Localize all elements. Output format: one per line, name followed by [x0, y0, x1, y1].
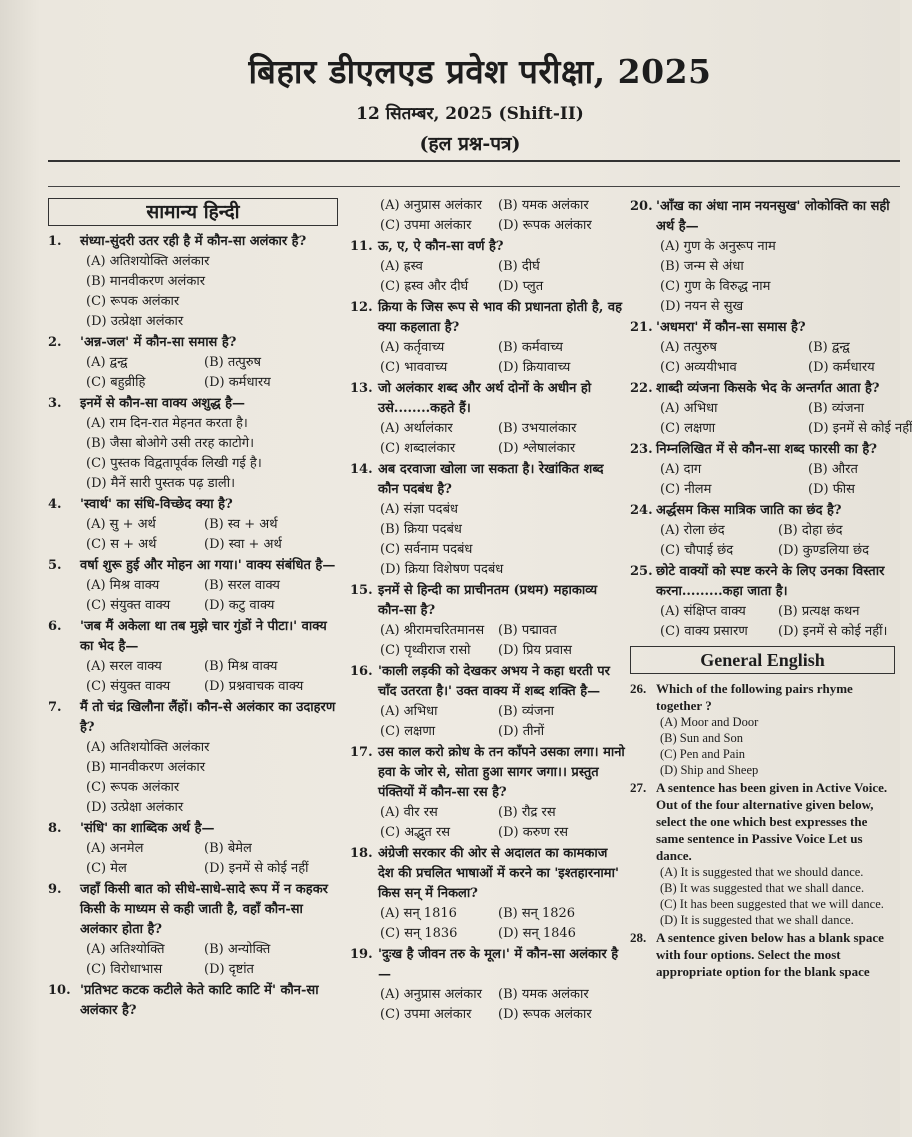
- question: [630, 680, 895, 714]
- question-number: 28.: [630, 930, 647, 945]
- option: (B) द्वन्द्व: [808, 340, 850, 355]
- question: [48, 698, 338, 738]
- question-block: [48, 495, 338, 555]
- question-text: 'काली लड़की को देखकर अभय ने कहा धरती पर चाँद उतरता है।' उक्त वाक्य में शब्द शक्ति है—: [378, 664, 610, 699]
- options: [350, 419, 625, 459]
- option: (C) उपमा अलंकार: [380, 1007, 472, 1022]
- question-number: 4.: [48, 497, 62, 512]
- question-number: 17.: [350, 745, 373, 760]
- question: [350, 662, 625, 702]
- question-block: [630, 197, 895, 317]
- options: [48, 353, 338, 393]
- option: (A) राम दिन-रात मेहनत करता है।: [86, 416, 248, 431]
- option: (D) रूपक अलंकार: [498, 218, 592, 233]
- question-number: 12.: [350, 300, 373, 315]
- option: (B) यमक अलंकार: [498, 987, 589, 1002]
- column-2: [350, 196, 625, 1025]
- option: (A) सन् 1816: [380, 906, 457, 921]
- option: (C) संयुक्त वाक्य: [86, 679, 171, 694]
- options: [350, 257, 625, 297]
- question-text: 'प्रतिभट कटक कटीले केते काटि काटि में' कौन-सा अलंकार है?: [80, 983, 319, 1018]
- option: (A) मिश्र वाक्य: [86, 578, 160, 593]
- question-number: 26.: [630, 681, 647, 696]
- question-block: [350, 945, 625, 1025]
- question-text: शाब्दी व्यंजना किसके भेद के अन्तर्गत आता है?: [656, 381, 880, 396]
- question-number: 1.: [48, 234, 62, 249]
- question-number: 19.: [350, 947, 373, 962]
- option: (C) पृथ्वीराज रासो: [380, 643, 471, 658]
- option: (B) स्व + अर्थ: [204, 517, 278, 532]
- question-number: 25.: [630, 564, 653, 579]
- option: (D) प्रिय प्रवास: [498, 643, 572, 658]
- option: (A) अतिशयोक्ति अलंकार: [86, 740, 210, 755]
- question-number: 23.: [630, 442, 653, 457]
- question-number: 7.: [48, 700, 62, 715]
- question-number: 10.: [48, 983, 71, 998]
- question: [350, 298, 625, 338]
- question-block: [350, 743, 625, 843]
- question-text: जहाँ किसी बात को सीधे-साधे-सादे रूप में न कहकर किसी के माध्यम से कही जाती है, वहाँ कौन-सा अलंकार होता है?: [80, 882, 328, 937]
- question-number: 13.: [350, 381, 373, 396]
- question-text: वर्षा शुरू हुई और मोहन आ गया।' वाक्य संबंधित है—: [80, 558, 336, 573]
- question-block: [48, 698, 338, 818]
- question: [630, 440, 895, 460]
- options: [350, 621, 625, 661]
- option: (C) चौपाई छंद: [660, 543, 734, 558]
- question-text: अब दरवाजा खोला जा सकता है। रेखांकित शब्द कौन पदबंध है?: [378, 462, 604, 497]
- option: (C) गुण के विरुद्ध नाम: [660, 279, 771, 294]
- options: [630, 460, 895, 500]
- option: (B) सरल वाक्य: [204, 578, 280, 593]
- option: (D) Ship and Sheep: [660, 763, 759, 777]
- option: (D) It is suggested that we shall dance.: [660, 913, 854, 927]
- question-text: निम्नलिखित में से कौन-सा शब्द फारसी का है?: [656, 442, 877, 457]
- options: [48, 738, 338, 818]
- option: (B) तत्पुरुष: [204, 355, 262, 370]
- question-text: इनमें से कौन-सा वाक्य अशुद्ध है—: [80, 396, 246, 411]
- option: (C) उपमा अलंकार: [380, 218, 472, 233]
- question: [48, 232, 338, 252]
- option: (B) मानवीकरण अलंकार: [86, 760, 206, 775]
- question-number: 6.: [48, 619, 62, 634]
- option: (B) बेमेल: [204, 841, 252, 856]
- option: (C) लक्षणा: [380, 724, 436, 739]
- option: (D) कर्मधारय: [808, 360, 875, 375]
- question: [630, 197, 895, 237]
- question: [48, 556, 338, 576]
- option: (D) इनमें से कोई नहीं: [808, 421, 912, 436]
- question: [48, 333, 338, 353]
- option: (C) अद्भुत रस: [380, 825, 451, 840]
- question: [350, 844, 625, 904]
- question-text: उस काल करो क्रोध के तन काँपने उसका लगा। मानो हवा के जोर से, सोता हुआ सागर जगा।। प्रस्तुत पंक्तियों में कौन-सा रस है?: [378, 745, 625, 800]
- header-rule: [48, 160, 900, 162]
- question-number: 5.: [48, 558, 62, 573]
- option: (B) It was suggested that we shall dance.: [660, 881, 865, 895]
- question: [350, 743, 625, 803]
- question-number: 22.: [630, 381, 653, 396]
- option: (D) तीनों: [498, 724, 545, 739]
- option: (C) पुस्तक विद्वतापूर्वक लिखी गई है।: [86, 456, 262, 471]
- question-block: [48, 556, 338, 616]
- exam-date: 12 सितम्बर, 2025 (Shift-II): [356, 104, 584, 124]
- option: (B) Sun and Son: [660, 731, 743, 745]
- option: (A) अभिधा: [380, 704, 438, 719]
- option: (C) नीलम: [660, 482, 712, 497]
- option: (B) क्रिया पदबंध: [380, 522, 462, 537]
- option: (B) व्यंजना: [808, 401, 865, 416]
- question-text: 'आँख का अंधा नाम नयनसुख' लोकोक्ति का सही अर्थ है—: [656, 199, 890, 234]
- option: (A) अनुप्रास अलंकार: [380, 987, 482, 1002]
- option: (B) दीर्घ: [498, 259, 540, 274]
- question-text: क्रिया के जिस रूप से भाव की प्रधानता होती है, वह क्या कहलाता है?: [378, 300, 623, 335]
- option: (C) सर्वनाम पदबंध: [380, 542, 473, 557]
- option: (B) अन्योक्ति: [204, 942, 271, 957]
- options: [630, 399, 912, 439]
- option: (B) व्यंजना: [498, 704, 555, 719]
- question-block: [48, 981, 338, 1021]
- question: [48, 617, 338, 657]
- question-block: [630, 440, 895, 500]
- question-block: [48, 232, 338, 332]
- column-3-questions: [630, 197, 912, 642]
- options: [630, 521, 895, 561]
- options: [350, 338, 625, 378]
- question-block: [630, 379, 912, 439]
- question: [48, 981, 338, 1021]
- option: (B) सन् 1826: [498, 906, 576, 921]
- option: (D) श्लेषालंकार: [498, 441, 576, 456]
- option: (A) Moor and Door: [660, 715, 759, 729]
- question-text: मैं तो चंद्र खिलौना लैंहों। कौन-से अलंकार का उदाहरण है?: [80, 700, 336, 735]
- option: (B) कर्मवाच्य: [498, 340, 563, 355]
- options: [350, 702, 625, 742]
- option: (B) प्रत्यक्ष कथन: [778, 604, 860, 619]
- option: (B) औरत: [808, 462, 858, 477]
- option: (C) संयुक्त वाक्य: [86, 598, 171, 613]
- option: (C) बहुव्रीहि: [86, 375, 146, 390]
- options: [350, 904, 625, 944]
- options: [48, 576, 338, 616]
- option: (D) इनमें से कोई नहीं: [204, 861, 309, 876]
- option: (A) संज्ञा पदबंध: [380, 502, 458, 517]
- option: (C) ह्रस्व और दीर्घ: [380, 279, 469, 294]
- question-number: 3.: [48, 396, 62, 411]
- option: (D) फीस: [808, 482, 855, 497]
- options: [630, 602, 895, 642]
- option: (B) जैसा बोओगे उसी तरह काटोगे।: [86, 436, 254, 451]
- question-block: [350, 844, 625, 944]
- options: [48, 839, 338, 879]
- options: [48, 657, 338, 697]
- options: [48, 940, 338, 980]
- option: (D) कर्मधारय: [204, 375, 271, 390]
- question: [350, 945, 625, 985]
- option: (A) रोला छंद: [660, 523, 725, 538]
- option: (D) प्लुत: [498, 279, 544, 294]
- question-block: [350, 662, 625, 742]
- question: [630, 318, 895, 338]
- option: (D) कटु वाक्य: [204, 598, 275, 613]
- question-number: 15.: [350, 583, 373, 598]
- question-block: [48, 333, 338, 393]
- question-text: 'जब मैं अकेला था तब मुझे चार गुंडों ने पीटा।' वाक्य का भेद है—: [80, 619, 327, 654]
- question-block: [630, 318, 895, 378]
- page-title: बिहार डीएलएड प्रवेश परीक्षा, 2025: [248, 52, 712, 91]
- option: (A) अतिशयोक्ति अलंकार: [86, 254, 210, 269]
- question: [48, 495, 338, 515]
- header: [0, 48, 900, 156]
- question-text: संध्या-सुंदरी उतर रही है में कौन-सा अलंकार है?: [80, 234, 307, 249]
- option: (D) उत्प्रेक्षा अलंकार: [86, 314, 184, 329]
- option: (A) गुण के अनुरूप नाम: [660, 239, 776, 254]
- question-text: छोटे वाक्यों को स्पष्ट करने के लिए उनका विस्तार करना.........कहा जाता है।: [656, 564, 885, 599]
- question-number: 24.: [630, 503, 653, 518]
- option: (A) अनुप्रास अलंकार: [380, 198, 482, 213]
- option: (C) विरोधाभास: [86, 962, 163, 977]
- question-block: [350, 237, 625, 297]
- question-block: [350, 581, 625, 661]
- option: (C) Pen and Pain: [660, 747, 746, 761]
- option: (C) भाववाच्य: [380, 360, 448, 375]
- paper-label: (हल प्रश्न-पत्र): [419, 133, 521, 155]
- option: (B) मानवीकरण अलंकार: [86, 274, 206, 289]
- option: (A) It is suggested that we should dance.: [660, 865, 864, 879]
- question: [630, 929, 895, 980]
- question-text: A sentence has been given in Active Voice. Out of the four alternative given below, select the one which best expresses the same sentence in Passive Voice Let us dance.: [656, 780, 888, 863]
- option: (D) क्रिया विशेषण पदबंध: [380, 562, 504, 577]
- options: [630, 864, 895, 928]
- question-block: [630, 929, 895, 980]
- option: (A) अनमेल: [86, 841, 144, 856]
- question-text: इनमें से हिन्दी का प्राचीनतम (प्रथम) महाकाव्य कौन-सा है?: [378, 583, 598, 618]
- question: [630, 562, 895, 602]
- question-text: 'अधमरा' में कौन-सा समास है?: [656, 320, 806, 335]
- option: (D) क्रियावाच्य: [498, 360, 571, 375]
- option: (D) मैनें सारी पुस्तक पढ़ डाली।: [86, 476, 236, 491]
- question: [48, 819, 338, 839]
- question-block: [48, 394, 338, 494]
- question-text: 'स्वार्थ' का संधि-विच्छेद क्या है?: [80, 497, 233, 512]
- option: (C) It has been suggested that we will dance.: [660, 897, 884, 911]
- question-block: [350, 460, 625, 580]
- option: (B) यमक अलंकार: [498, 198, 589, 213]
- question: [48, 880, 338, 940]
- option: (D) नयन से सुख: [660, 299, 744, 314]
- options: [48, 515, 338, 555]
- option: (A) संक्षिप्त वाक्य: [660, 604, 746, 619]
- option: (C) लक्षणा: [660, 421, 716, 436]
- options: [350, 803, 625, 843]
- question-text: 'दुःख है जीवन तरु के मूल।' में कौन-सा अलंकार है—: [378, 947, 619, 982]
- question-text: जो अलंकार शब्द और अर्थ दोनों के अधीन हो उसे........कहते हैं।: [378, 381, 592, 416]
- question-text: 'संधि' का शाब्दिक अर्थ है—: [80, 821, 215, 836]
- options: [350, 500, 625, 580]
- question-block: [48, 617, 338, 697]
- option: (C) मेल: [86, 861, 127, 876]
- option: (D) करुण रस: [498, 825, 569, 840]
- option: (C) रूपक अलंकार: [86, 780, 180, 795]
- question-number: 21.: [630, 320, 653, 335]
- question-block: [630, 501, 895, 561]
- option: (C) अव्ययीभाव: [660, 360, 737, 375]
- section-english-title: General English: [630, 646, 895, 674]
- option: (D) उत्प्रेक्षा अलंकार: [86, 800, 184, 815]
- option: (A) श्रीरामचरितमानस: [380, 623, 485, 638]
- question: [350, 581, 625, 621]
- options: [630, 714, 895, 778]
- english-questions: [630, 680, 895, 980]
- question-number: 9.: [48, 882, 62, 897]
- question-number: 11.: [350, 239, 373, 254]
- question-number: 8.: [48, 821, 62, 836]
- question-text: A sentence given below has a blank space with four options. Select the most appropriate option for the blank space: [656, 930, 884, 979]
- option: (A) कर्तृवाच्य: [380, 340, 445, 355]
- question-number: 2.: [48, 335, 62, 350]
- question-text: ऊ, ए, ऐ कौन-सा वर्ण है?: [378, 239, 504, 254]
- option: (A) द्वन्द्व: [86, 355, 128, 370]
- options: [630, 237, 895, 317]
- option: (C) रूपक अलंकार: [86, 294, 180, 309]
- question-text: Which of the following pairs rhyme together ?: [656, 681, 853, 713]
- option: (C) शब्दालंकार: [380, 441, 456, 456]
- question-number: 16.: [350, 664, 373, 679]
- option: (A) सु + अर्थ: [86, 517, 156, 532]
- question-number: 18.: [350, 846, 373, 861]
- option: (D) दृष्टांत: [204, 962, 254, 977]
- column-1: [48, 196, 338, 1021]
- option: (A) दाग: [660, 462, 702, 477]
- question: [350, 237, 625, 257]
- column-2-questions: [350, 196, 625, 1025]
- options: [48, 414, 338, 494]
- question-block: [48, 819, 338, 879]
- question-block: [350, 379, 625, 459]
- question-number: 27.: [630, 780, 647, 795]
- question-block: [630, 562, 895, 642]
- question-text: अंग्रेजी सरकार की ओर से अदालत का कामकाज देश की प्रचलित भाषाओं में करने का 'इश्तहारनामा' किस सन् में निकला?: [378, 846, 619, 901]
- option: (A) ह्रस्व: [380, 259, 423, 274]
- question-block: [350, 196, 625, 236]
- option: (B) मिश्र वाक्य: [204, 659, 278, 674]
- question: [48, 394, 338, 414]
- option: (D) इनमें से कोई नहीं।: [778, 624, 888, 639]
- option: (A) अभिधा: [660, 401, 718, 416]
- question-block: [630, 680, 895, 778]
- section-hindi-title: सामान्य हिन्दी: [48, 198, 338, 226]
- option: (D) प्रश्नवाचक वाक्य: [204, 679, 304, 694]
- question: [350, 379, 625, 419]
- header-rule-thin: [48, 186, 900, 187]
- option: (C) वाक्य प्रसारण: [660, 624, 748, 639]
- question-block: [48, 880, 338, 980]
- option: (B) उभयालंकार: [498, 421, 577, 436]
- option: (B) पद्मावत: [498, 623, 557, 638]
- question: [630, 501, 895, 521]
- question-text: 'अन्न-जल' में कौन-सा समास है?: [80, 335, 237, 350]
- question-number: 20.: [630, 199, 653, 214]
- question: [630, 779, 895, 864]
- options: [48, 252, 338, 332]
- option: (A) तत्पुरुष: [660, 340, 717, 355]
- option: (A) वीर रस: [380, 805, 438, 820]
- option: (B) रौद्र रस: [498, 805, 556, 820]
- option: (C) स + अर्थ: [86, 537, 157, 552]
- option: (A) अर्थालंकार: [380, 421, 453, 436]
- options: [630, 338, 895, 378]
- option: (D) रूपक अलंकार: [498, 1007, 592, 1022]
- question: [630, 379, 895, 399]
- question-block: [630, 779, 895, 928]
- question-number: 14.: [350, 462, 373, 477]
- column-1-questions: [48, 232, 338, 1021]
- column-3: [630, 196, 912, 980]
- option: (D) सन् 1846: [498, 926, 576, 941]
- option: (D) स्वा + अर्थ: [204, 537, 282, 552]
- option: (A) अतिश्योक्ति: [86, 942, 165, 957]
- option: (B) दोहा छंद: [778, 523, 843, 538]
- options: [350, 196, 625, 236]
- question-block: [350, 298, 625, 378]
- option: (A) सरल वाक्य: [86, 659, 162, 674]
- option: (B) जन्म से अंधा: [660, 259, 744, 274]
- option: (C) सन् 1836: [380, 926, 458, 941]
- question-text: अर्द्धसम किस मात्रिक जाति का छंद है?: [656, 503, 842, 518]
- question: [350, 460, 625, 500]
- options: [350, 985, 625, 1025]
- option: (D) कुण्डलिया छंद: [778, 543, 870, 558]
